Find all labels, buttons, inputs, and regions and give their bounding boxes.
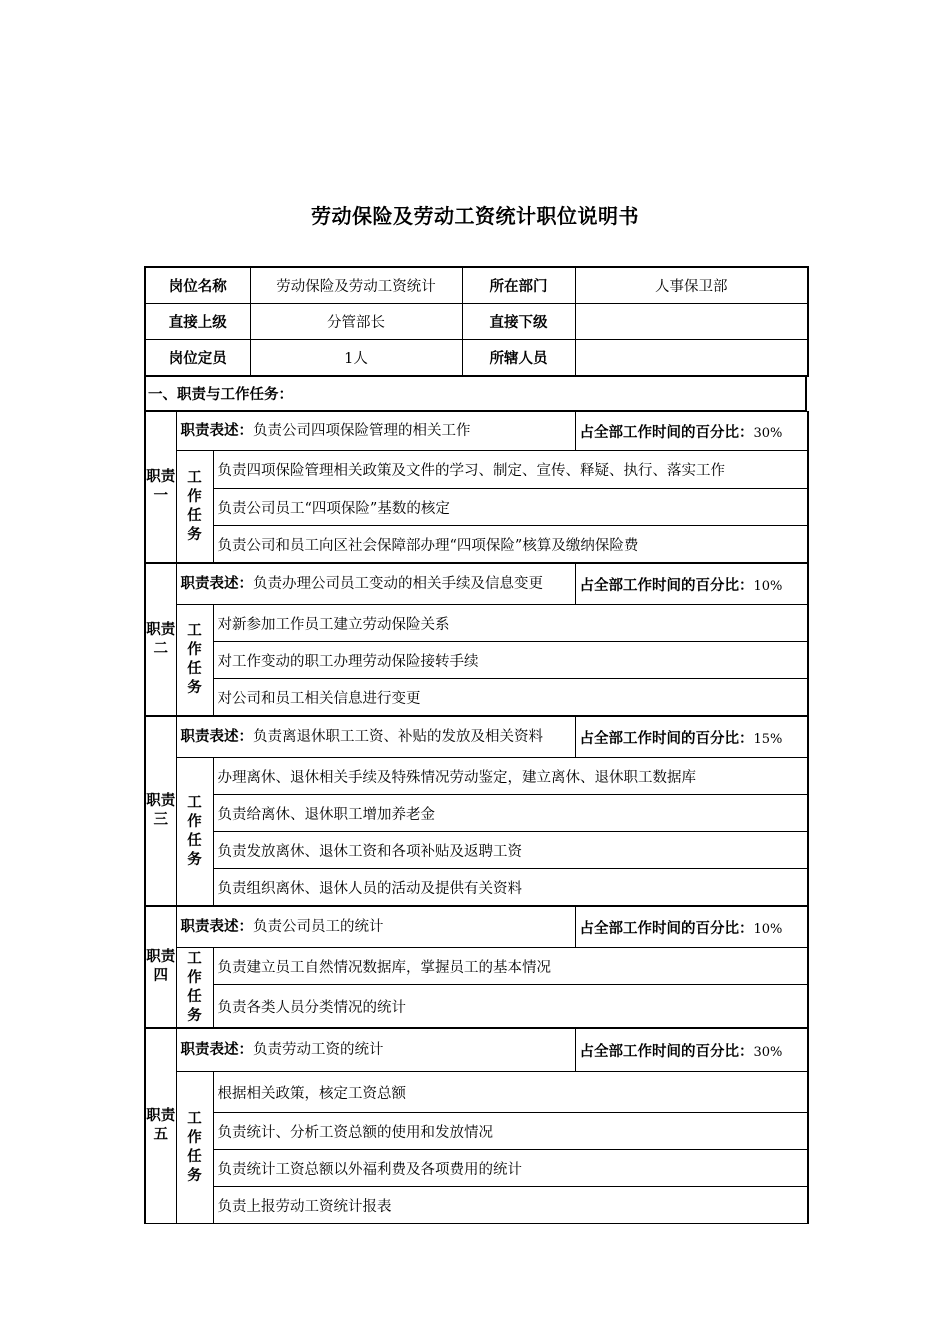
duty-name: 职责四 bbox=[145, 907, 176, 1028]
duty-percent: 30% bbox=[753, 1044, 783, 1060]
duty-percent: 30% bbox=[753, 425, 783, 441]
task-item: 负责建立员工自然情况数据库，掌握员工的基本情况 bbox=[213, 948, 808, 985]
section-title: 一、职责与工作任务： bbox=[144, 377, 807, 411]
task-item: 负责各类人员分类情况的统计 bbox=[213, 985, 808, 1028]
task-label: 工作任务 bbox=[176, 758, 213, 906]
headcount-value: 1人 bbox=[250, 340, 462, 377]
task-item: 负责统计、分析工资总额的使用和发放情况 bbox=[213, 1113, 808, 1150]
duty-percent: 10% bbox=[753, 921, 783, 937]
position-name-value: 劳动保险及劳动工资统计 bbox=[250, 267, 462, 304]
duty-table bbox=[144, 716, 809, 906]
duty-table bbox=[144, 1028, 809, 1224]
subordinate-label: 直接下级 bbox=[462, 304, 575, 340]
percent-label: 占全部工作时间的百分比： bbox=[579, 920, 754, 937]
task-item: 办理离休、退休相关手续及特殊情况劳动鉴定，建立离休、退休职工数据库 bbox=[213, 758, 808, 795]
task-label: 工作任务 bbox=[176, 605, 213, 716]
task-item: 负责给离休、退休职工增加养老金 bbox=[213, 795, 808, 832]
duty-description: 负责劳动工资的统计 bbox=[253, 1041, 384, 1058]
percent-label: 占全部工作时间的百分比： bbox=[579, 577, 754, 594]
duty-description-cell bbox=[176, 412, 575, 451]
duty-desc-label: 职责表述： bbox=[180, 1041, 253, 1058]
job-description-form bbox=[144, 266, 807, 1224]
superior-value: 分管部长 bbox=[250, 304, 462, 340]
percent-label: 占全部工作时间的百分比： bbox=[579, 424, 754, 441]
duty-desc-label: 职责表述： bbox=[180, 918, 253, 935]
task-item: 对公司和员工相关信息进行变更 bbox=[213, 679, 808, 716]
task-label: 工作任务 bbox=[176, 451, 213, 563]
duty-percent-cell bbox=[575, 412, 808, 451]
task-label: 工作任务 bbox=[176, 1072, 213, 1224]
duty-table bbox=[144, 411, 809, 563]
position-name-label: 岗位名称 bbox=[145, 267, 250, 304]
staff-label: 所辖人员 bbox=[462, 340, 575, 377]
duty-description: 负责公司员工的统计 bbox=[253, 918, 384, 935]
percent-label: 占全部工作时间的百分比： bbox=[579, 730, 754, 747]
duties-container bbox=[144, 411, 807, 1224]
task-label: 工作任务 bbox=[176, 948, 213, 1028]
duty-description-cell bbox=[176, 907, 575, 948]
header-table bbox=[144, 266, 809, 377]
duty-table bbox=[144, 906, 809, 1028]
duty-desc-label: 职责表述： bbox=[180, 422, 253, 439]
superior-label: 直接上级 bbox=[145, 304, 250, 340]
task-item: 负责组织离休、退休人员的活动及提供有关资料 bbox=[213, 869, 808, 906]
duty-percent: 10% bbox=[753, 578, 783, 594]
duty-description: 负责公司四项保险管理的相关工作 bbox=[253, 422, 471, 439]
duty-description: 负责离退休职工工资、补贴的发放及相关资料 bbox=[253, 728, 543, 745]
duty-name: 职责三 bbox=[145, 717, 176, 906]
duty-desc-label: 职责表述： bbox=[180, 575, 253, 592]
document-title: 劳动保险及劳动工资统计职位说明书 bbox=[311, 204, 639, 228]
department-value: 人事保卫部 bbox=[575, 267, 808, 304]
task-item: 负责四项保险管理相关政策及文件的学习、制定、宣传、释疑、执行、落实工作 bbox=[213, 451, 808, 489]
duty-name: 职责二 bbox=[145, 564, 176, 716]
headcount-label: 岗位定员 bbox=[145, 340, 250, 377]
task-item: 对新参加工作员工建立劳动保险关系 bbox=[213, 605, 808, 642]
task-item: 负责统计工资总额以外福利费及各项费用的统计 bbox=[213, 1150, 808, 1187]
duty-percent: 15% bbox=[753, 731, 783, 747]
task-item: 负责上报劳动工资统计报表 bbox=[213, 1187, 808, 1224]
duty-description-cell bbox=[176, 564, 575, 605]
duty-table bbox=[144, 563, 809, 716]
duty-percent-cell bbox=[575, 564, 808, 605]
staff-value bbox=[575, 340, 808, 377]
duty-name: 职责五 bbox=[145, 1029, 176, 1224]
duty-description-cell bbox=[176, 1029, 575, 1072]
duty-description-cell bbox=[176, 717, 575, 758]
duty-percent-cell bbox=[575, 1029, 808, 1072]
task-item: 对工作变动的职工办理劳动保险接转手续 bbox=[213, 642, 808, 679]
task-item: 负责发放离休、退休工资和各项补贴及返聘工资 bbox=[213, 832, 808, 869]
task-item: 负责公司和员工向区社会保障部办理“四项保险”核算及缴纳保险费 bbox=[213, 526, 808, 563]
duty-percent-cell bbox=[575, 717, 808, 758]
duty-description: 负责办理公司员工变动的相关手续及信息变更 bbox=[253, 575, 543, 592]
task-item: 负责公司员工“四项保险”基数的核定 bbox=[213, 489, 808, 526]
duty-percent-cell bbox=[575, 907, 808, 948]
duty-desc-label: 职责表述： bbox=[180, 728, 253, 745]
task-item: 根据相关政策，核定工资总额 bbox=[213, 1072, 808, 1113]
department-label: 所在部门 bbox=[462, 267, 575, 304]
duty-name: 职责一 bbox=[145, 412, 176, 563]
percent-label: 占全部工作时间的百分比： bbox=[579, 1043, 754, 1060]
subordinate-value bbox=[575, 304, 808, 340]
